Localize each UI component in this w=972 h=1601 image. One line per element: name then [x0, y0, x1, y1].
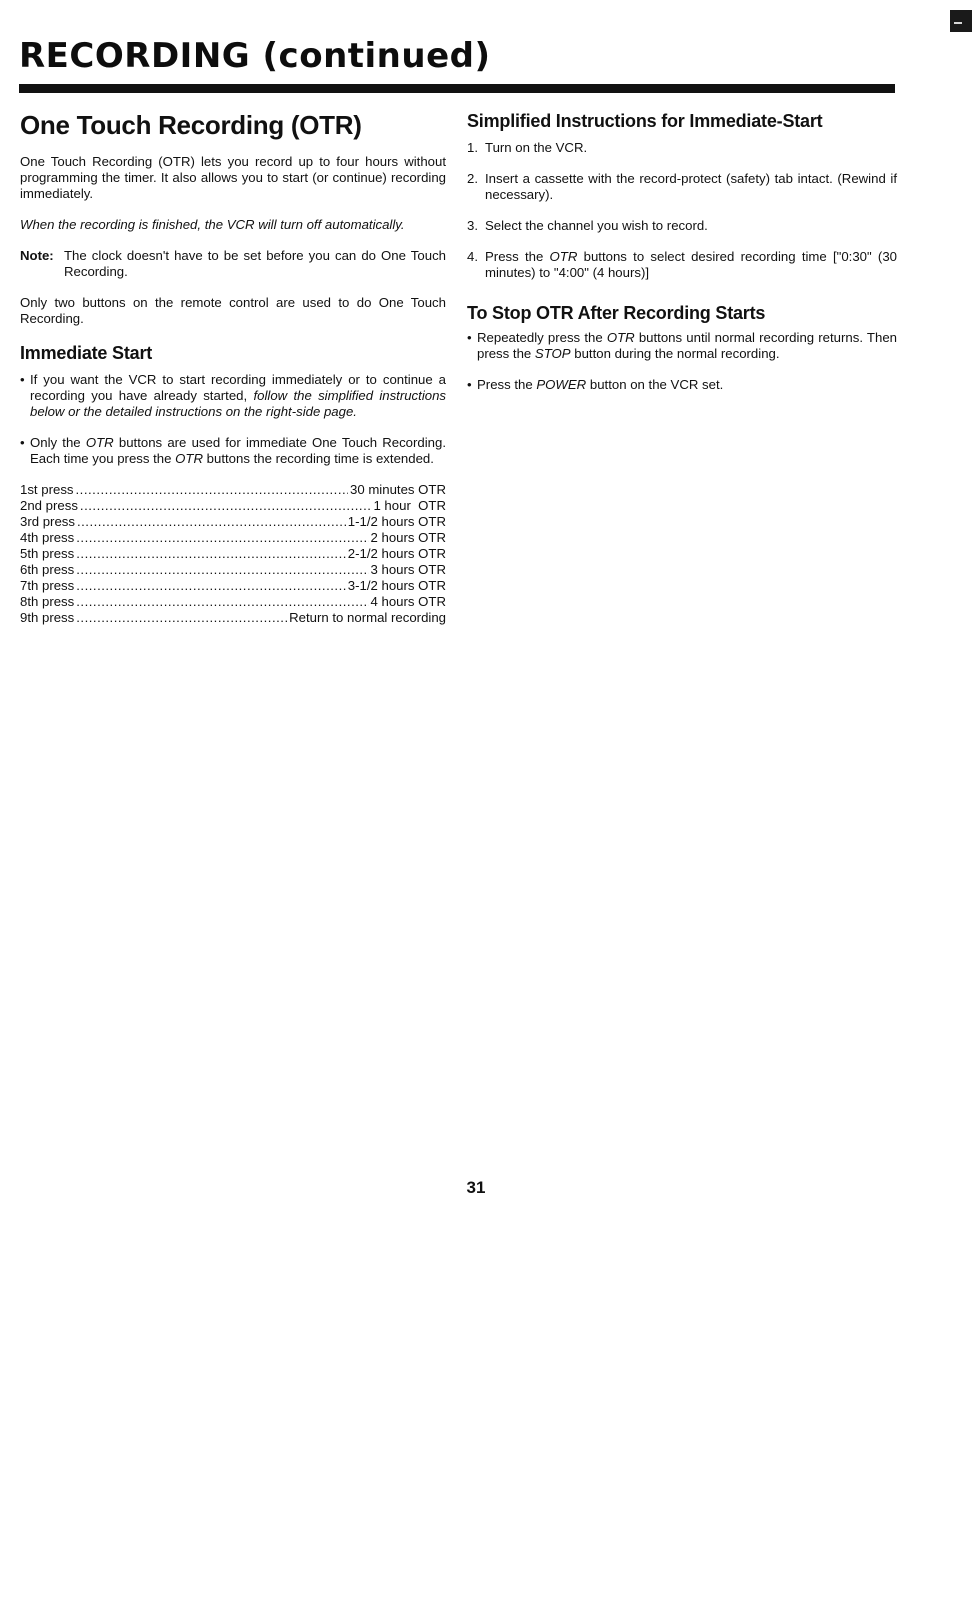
note-text: The clock doesn't have to be set before you can do One Touch Recording. [64, 248, 446, 279]
immediate-bullet-2 [20, 435, 446, 467]
press-row [20, 546, 446, 562]
press-label: 7th press [20, 578, 75, 593]
note-block [20, 248, 446, 280]
step-text: Turn on the VCR. [485, 140, 588, 155]
press-value: 1-1/2 hours OTR [347, 514, 446, 529]
corner-tab-marker [950, 10, 972, 32]
bullet-dot-icon: • [467, 377, 472, 392]
leader-dots [76, 562, 368, 578]
leader-dots [76, 530, 368, 546]
bullet2-otr-1: OTR [85, 435, 114, 450]
press-row [20, 514, 446, 530]
step-item [467, 249, 897, 281]
step-item [467, 218, 897, 234]
press-row [20, 578, 446, 594]
immediate-bullet-1 [20, 372, 446, 420]
two-buttons-paragraph: Only two buttons on the remote control are used to do One Touch Recording. [20, 295, 446, 326]
page-number [0, 1178, 972, 1198]
stop-bullet-2 [467, 377, 897, 393]
leader-dots [76, 594, 368, 610]
leader-dots [76, 546, 346, 562]
step-text: Insert a cassette with the record-protect (safety) tab intact. (Rewind if necessary). [485, 171, 897, 202]
bullet1-italic: follow the simplified instructions below or the detailed instructions on the right-side page. [30, 388, 447, 419]
press-row [20, 530, 446, 546]
bullet-dot-icon: • [20, 372, 25, 387]
immediate-start-heading: Immediate Start [20, 343, 153, 363]
press-row [20, 482, 446, 498]
bullet2-otr-2: OTR [175, 451, 203, 466]
press-table [20, 482, 446, 626]
press-label: 9th press [20, 610, 75, 625]
otr-heading: One Touch Recording (OTR) [20, 110, 362, 140]
press-label: 4th press [20, 530, 75, 545]
step-number: 3. [467, 218, 478, 233]
note-label: Note: [20, 248, 54, 263]
page-title: RECORDING (continued) [19, 36, 491, 76]
intro-paragraph: One Touch Recording (OTR) lets you record up to four hours without programming the timer. It also allows you to start (or continue) recording immediately. [20, 154, 446, 201]
leader-dots [80, 498, 372, 514]
step-number: 1. [467, 140, 478, 155]
step-number: 2. [467, 171, 478, 186]
step-text: Select the channel you wish to record. [485, 218, 708, 233]
bullet-dot-icon: • [467, 330, 472, 345]
stop-b1-text-c: button during the normal recording. [570, 346, 780, 361]
bullet2-text-a: Only the [30, 435, 86, 450]
stop-b1-otr: OTR [606, 330, 635, 345]
stop-b2-text-b: button on the VCR set. [586, 377, 724, 392]
step-item [467, 171, 897, 203]
page-number-text: 31 [466, 1178, 486, 1197]
stop-b2-power: POWER [536, 377, 587, 392]
press-label: 2nd press [20, 498, 78, 513]
press-value: 1 hour OTR [373, 498, 446, 513]
right-column [467, 110, 897, 408]
press-value: 30 minutes OTR [349, 482, 446, 497]
leader-dots [77, 514, 346, 530]
stop-b1-text-b: buttons until normal recording returns. Then press the [477, 330, 897, 361]
press-value: Return to normal recording [289, 610, 446, 625]
step-otr: OTR [549, 249, 578, 264]
bullet1-text: If you want the VCR to start recording immediately or to continue a recording you have already started, [30, 372, 446, 403]
leader-dots [76, 578, 346, 594]
press-value: 2 hours OTR [370, 530, 446, 545]
press-label: 6th press [20, 562, 75, 577]
stop-b1-stop: STOP [534, 346, 571, 361]
step-text-a: Press the [485, 249, 550, 264]
press-value: 4 hours OTR [370, 594, 446, 609]
press-value: 2-1/2 hours OTR [347, 546, 446, 561]
bullet-dot-icon: • [20, 435, 25, 450]
stop-b1-text-a: Repeatedly press the [477, 330, 607, 345]
title-rule [19, 84, 895, 93]
stop-otr-heading: To Stop OTR After Recording Starts [467, 303, 766, 323]
bullet2-text-b: buttons are used for immediate One Touch Recording. Each time you press the [30, 435, 446, 466]
auto-off-paragraph: When the recording is finished, the VCR will turn off automatically. [20, 217, 405, 232]
stop-bullet-1 [467, 330, 897, 362]
bullet2-text-c: buttons the recording time is extended. [202, 451, 434, 466]
press-row [20, 594, 446, 610]
press-label: 5th press [20, 546, 75, 561]
step-number: 4. [467, 249, 478, 264]
simplified-heading: Simplified Instructions for Immediate-Start [467, 111, 823, 131]
leader-dots [76, 482, 348, 498]
press-row [20, 498, 446, 514]
press-row [20, 562, 446, 578]
step-text-b: buttons to select desired recording time ["0:30" (30 minutes) to "4:00" (4 hours)] [485, 249, 897, 280]
simplified-steps [467, 140, 897, 281]
press-label: 3rd press [20, 514, 75, 529]
press-row [20, 610, 446, 626]
step-item [467, 140, 897, 156]
stop-b2-text-a: Press the [477, 377, 537, 392]
leader-dots [76, 610, 287, 626]
press-value: 3 hours OTR [370, 562, 446, 577]
press-label: 8th press [20, 594, 75, 609]
left-column [20, 100, 446, 626]
press-value: 3-1/2 hours OTR [347, 578, 446, 593]
press-label: 1st press [20, 482, 74, 497]
